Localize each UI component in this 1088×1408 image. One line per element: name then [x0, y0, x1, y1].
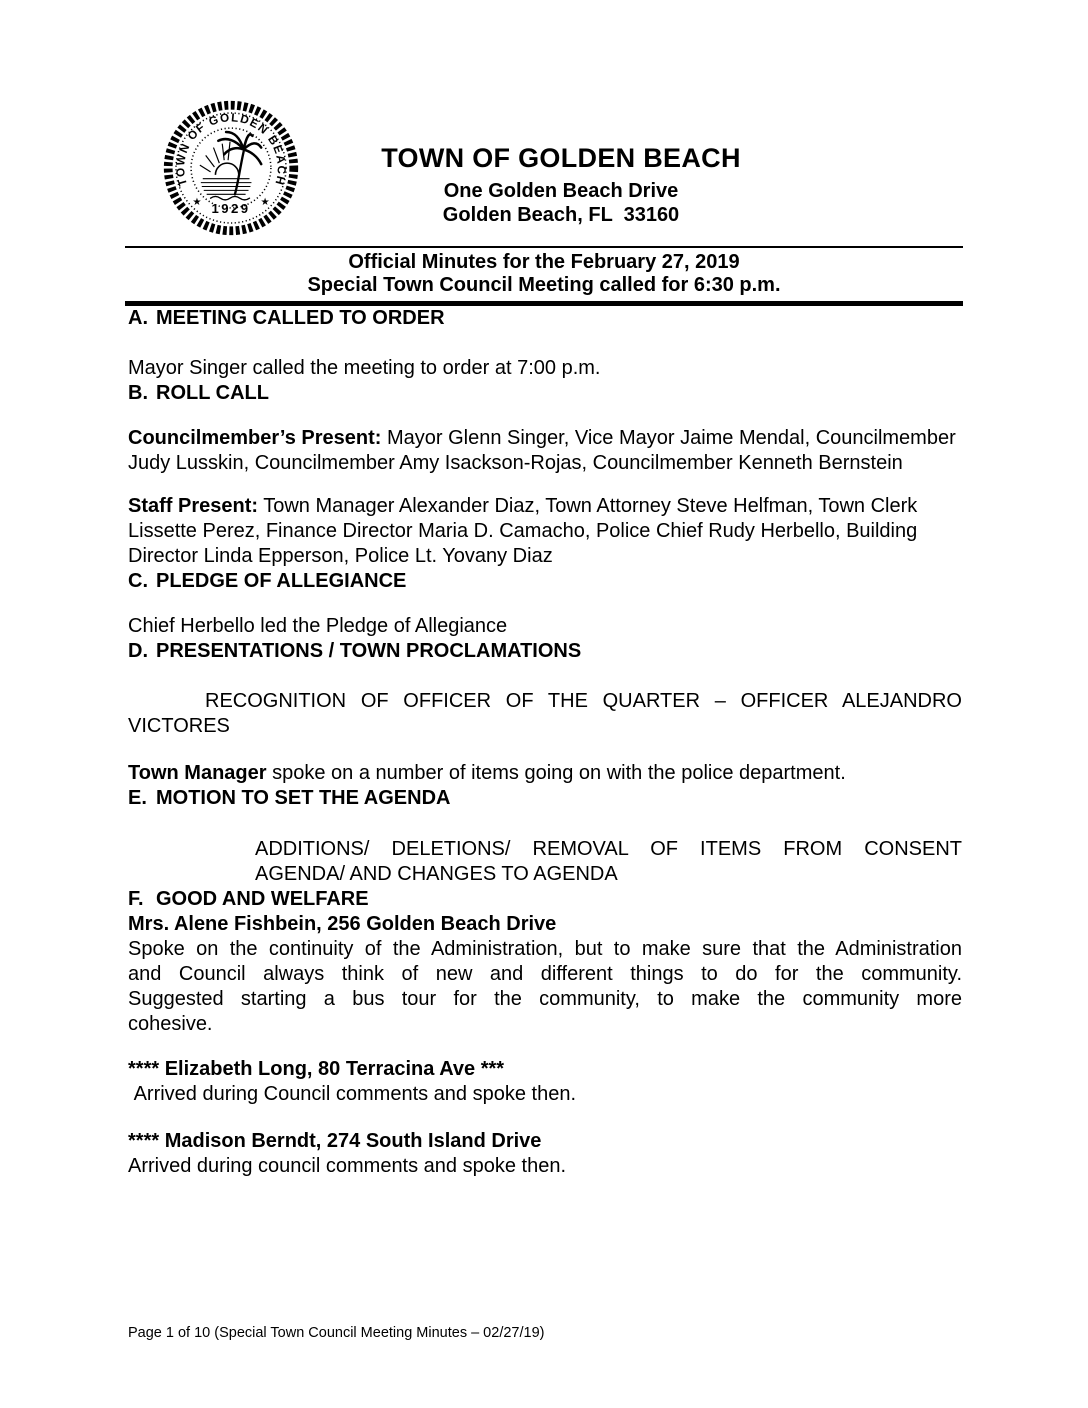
seal-star-right-icon: ★ — [260, 196, 270, 208]
section-title-b: ROLL CALL — [156, 382, 269, 404]
seal-star-left-icon: ★ — [192, 196, 202, 208]
town-manager-text: spoke on a number of items going on with the police department. — [266, 762, 846, 784]
paragraph-agenda-changes — [255, 837, 962, 887]
section-heading-a — [128, 306, 962, 331]
section-letter-b: B. — [128, 382, 148, 404]
speaker2-remarks: Arrived during Council comments and spoke then. — [128, 1083, 577, 1105]
section-title-f: GOOD AND WELFARE — [156, 888, 369, 910]
paragraph-recognition — [128, 689, 962, 739]
section-heading-e — [128, 786, 962, 811]
section-letter-c: C. — [128, 570, 148, 592]
org-address-line2: Golden Beach, FL 33160 — [442, 204, 680, 226]
section-heading-d — [128, 639, 962, 664]
section-letter-e: E. — [128, 787, 147, 809]
minutes-title-line1: Official Minutes for the February 27, 2019 — [348, 251, 740, 273]
councilmembers-present-names: Mayor Glenn Singer, Vice Mayor Jaime Mendal, Councilmember Judy Lusskin, Councilmember Amy Isackson-Rojas, Councilmember Kenneth Bernstein — [128, 427, 962, 474]
councilmembers-present-label: Councilmember’s Present: — [128, 427, 382, 449]
letterhead — [160, 142, 962, 227]
section-title-e: MOTION TO SET THE AGENDA — [156, 787, 451, 809]
speaker2-name: **** Elizabeth Long, 80 Terracina Ave *** — [128, 1058, 505, 1080]
section-letter-f: F. — [128, 888, 144, 910]
town-manager-label: Town Manager — [128, 762, 267, 784]
paragraph-meeting-called: Mayor Singer called the meeting to order at 7:00 p.m. — [128, 357, 601, 379]
org-address-line1: One Golden Beach Drive — [443, 180, 679, 202]
section-title-c: PLEDGE OF ALLEGIANCE — [156, 570, 407, 592]
speaker1-line4: cohesive. — [128, 1013, 213, 1035]
paragraph-staff-present — [128, 494, 962, 569]
staff-present-label: Staff Present: — [128, 495, 259, 517]
seal-year: 1929 — [211, 200, 251, 216]
speaker1-remarks — [128, 937, 962, 1037]
speaker1-name: Mrs. Alene Fishbein, 256 Golden Beach Drive — [128, 913, 557, 935]
paragraph-town-manager — [128, 761, 962, 786]
org-name: TOWN OF GOLDEN BEACH — [381, 143, 741, 173]
section-letter-a: A. — [128, 307, 148, 329]
speaker1-line1: Spoke on the continuity of the Administration, but to make sure that the Administration — [128, 938, 962, 960]
speaker3-name: **** Madison Berndt, 274 South Island Drive — [128, 1130, 542, 1152]
document-body — [128, 306, 962, 1179]
agenda-changes-line2: AGENDA/ AND CHANGES TO AGENDA — [255, 863, 618, 885]
section-letter-d: D. — [128, 640, 148, 662]
paragraph-pledge: Chief Herbello led the Pledge of Allegiance — [128, 615, 508, 637]
staff-present-names: Town Manager Alexander Diaz, Town Attorney Steve Helfman, Town Clerk Lissette Perez, Finance Director Maria D. Camacho, Police Chief Rudy Herbello, Building Director Linda Epperson, Police Lt. Yovany Diaz — [128, 495, 923, 567]
page-footer: Page 1 of 10 (Special Town Council Meeting Minutes – 02/27/19) — [128, 1325, 545, 1341]
section-heading-c — [128, 569, 962, 594]
section-title-d: PRESENTATIONS / TOWN PROCLAMATIONS — [156, 640, 582, 662]
section-title-a: MEETING CALLED TO ORDER — [156, 307, 445, 329]
recognition-line2: VICTORES — [128, 715, 230, 737]
speaker1-line3: Suggested starting a bus tour for the community, to make the community more — [128, 988, 962, 1010]
recognition-line1: RECOGNITION OF OFFICER OF THE QUARTER – OFFICER ALEJANDRO — [205, 690, 962, 712]
section-heading-b — [128, 381, 962, 406]
agenda-changes-line1: ADDITIONS/ DELETIONS/ REMOVAL OF ITEMS FROM CONSENT — [255, 838, 962, 860]
paragraph-councilmembers-present — [128, 426, 962, 476]
speaker1-line2: and Council always think of new and different things to do for the community. — [128, 963, 962, 985]
minutes-title-line2: Special Town Council Meeting called for 6:30 p.m. — [307, 274, 781, 296]
speaker3-remarks: Arrived during council comments and spoke then. — [128, 1155, 567, 1177]
seal-arc-text: TOWN OF GOLDEN BEACH — [174, 111, 288, 188]
section-heading-f — [128, 887, 962, 912]
minutes-title-block — [125, 246, 963, 306]
